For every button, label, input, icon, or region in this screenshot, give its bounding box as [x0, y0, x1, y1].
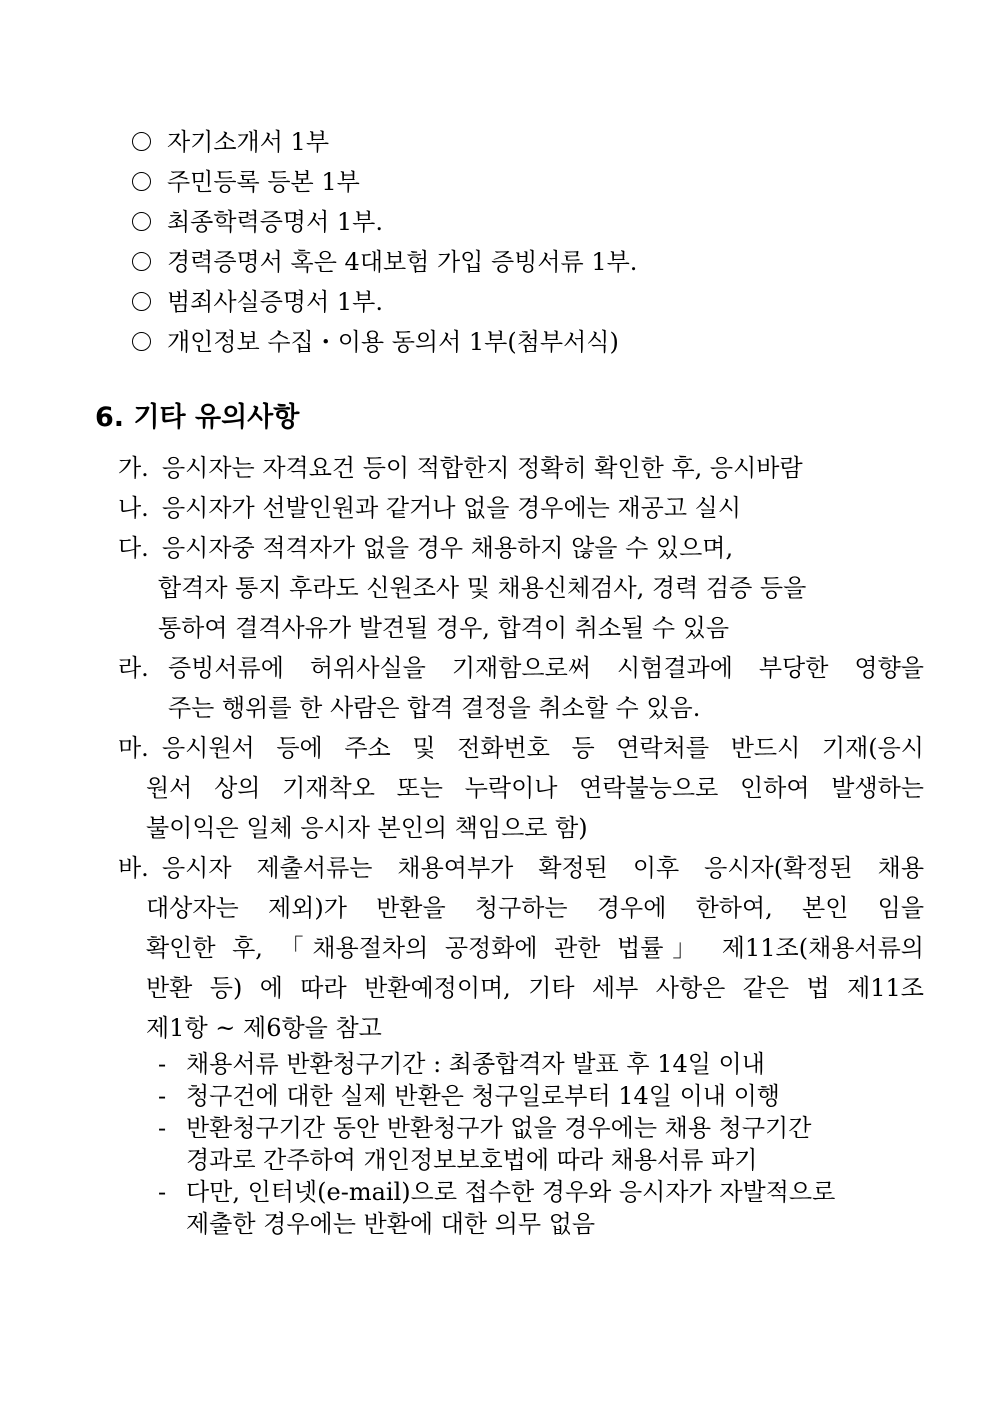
note-marker: 마. — [118, 734, 149, 762]
circle-bullet-icon — [132, 332, 151, 351]
list-item-text: 자기소개서 1부 — [167, 128, 330, 156]
circle-bullet-icon — [132, 212, 151, 231]
circle-bullet-icon — [132, 252, 151, 271]
note-line: 대상자는 제외)가 반환을 청구하는 경우에 한하여, 본인 임을 — [146, 894, 924, 922]
note-marker: 가. — [118, 454, 149, 482]
note-line: 반환 등) 에 따라 반환예정이며, 기타 세부 사항은 같은 법 제11조 — [146, 974, 924, 1002]
note-line: 증빙서류에 허위사실을 기재함으로써 시험결과에 부당한 영향을 — [168, 654, 924, 682]
note-line: 통하여 결격사유가 발견될 경우, 합격이 취소될 수 있음 — [158, 614, 730, 642]
sub-item — [118, 1176, 924, 1240]
list-item-text: 개인정보 수집・이용 동의서 1부(첨부서식) — [167, 328, 619, 356]
note-item — [118, 488, 924, 528]
list-item — [132, 322, 912, 362]
list-item-text: 경력증명서 혹은 4대보험 가입 증빙서류 1부. — [167, 248, 638, 276]
note-line: 제1항 ~ 제6항을 참고 — [146, 1014, 382, 1042]
note-line: 확인한 후, 「채용절차의 공정화에 관한 법률」 제11조(채용서류의 — [146, 934, 924, 962]
dash-bullet: - — [158, 1082, 167, 1110]
note-item — [118, 448, 924, 488]
list-item-text: 범죄사실증명서 1부. — [167, 288, 383, 316]
note-line: 주는 행위를 한 사람은 합격 결정을 취소할 수 있음. — [168, 694, 701, 722]
dash-bullet: - — [158, 1114, 167, 1142]
note-line: 합격자 통지 후라도 신원조사 및 채용신체검사, 경력 검증 등을 — [158, 574, 807, 602]
list-item-text: 최종학력증명서 1부. — [167, 208, 383, 236]
list-item — [132, 122, 912, 162]
list-item — [132, 162, 912, 202]
sub-item — [118, 1048, 924, 1080]
list-item — [132, 282, 912, 322]
sub-item — [118, 1112, 924, 1176]
list-item — [132, 202, 912, 242]
sub-item — [118, 1080, 924, 1112]
dash-bullet: - — [158, 1178, 167, 1206]
note-item — [118, 528, 924, 648]
note-marker: 바. — [118, 854, 149, 882]
sub-item-line: 다만, 인터넷(e-mail)으로 접수한 경우와 응시자가 자발적으로 — [186, 1178, 836, 1206]
notes-list — [118, 448, 924, 1240]
note-line: 원서 상의 기재착오 또는 누락이나 연락불능으로 인하여 발생하는 — [146, 774, 924, 802]
note-item — [118, 648, 924, 728]
note-marker: 다. — [118, 534, 149, 562]
sub-item-line: 채용서류 반환청구기간 : 최종합격자 발표 후 14일 이내 — [186, 1050, 765, 1078]
note-line: 불이익은 일체 응시자 본인의 책임으로 함) — [146, 814, 588, 842]
dash-bullet: - — [158, 1050, 167, 1078]
note-line: 응시원서 등에 주소 및 전화번호 등 연락처를 반드시 기재(응시 — [162, 734, 924, 762]
required-documents-list — [132, 122, 912, 362]
note-item — [118, 848, 924, 1048]
circle-bullet-icon — [132, 172, 151, 191]
note-line: 응시자중 적격자가 없을 경우 채용하지 않을 수 있으며, — [162, 534, 734, 562]
section-heading: 6. 기타 유의사항 — [95, 402, 300, 433]
sub-item-line: 반환청구기간 동안 반환청구가 없을 경우에는 채용 청구기간 — [186, 1114, 812, 1142]
note-marker: 라. — [118, 654, 149, 682]
sub-item-line: 제출한 경우에는 반환에 대한 의무 없음 — [186, 1210, 596, 1238]
return-policy-sublist — [118, 1048, 924, 1240]
note-line: 응시자가 선발인원과 같거나 없을 경우에는 재공고 실시 — [162, 494, 742, 522]
sub-item-line: 청구건에 대한 실제 반환은 청구일로부터 14일 이내 이행 — [186, 1082, 780, 1110]
circle-bullet-icon — [132, 292, 151, 311]
note-item — [118, 728, 924, 848]
sub-item-line: 경과로 간주하여 개인정보보호법에 따라 채용서류 파기 — [186, 1146, 758, 1174]
list-item-text: 주민등록 등본 1부 — [167, 168, 360, 196]
list-item — [132, 242, 912, 282]
note-marker: 나. — [118, 494, 149, 522]
circle-bullet-icon — [132, 132, 151, 151]
note-line: 응시자 제출서류는 채용여부가 확정된 이후 응시자(확정된 채용 — [162, 854, 924, 882]
note-line: 응시자는 자격요건 등이 적합한지 정확히 확인한 후, 응시바람 — [162, 454, 803, 482]
